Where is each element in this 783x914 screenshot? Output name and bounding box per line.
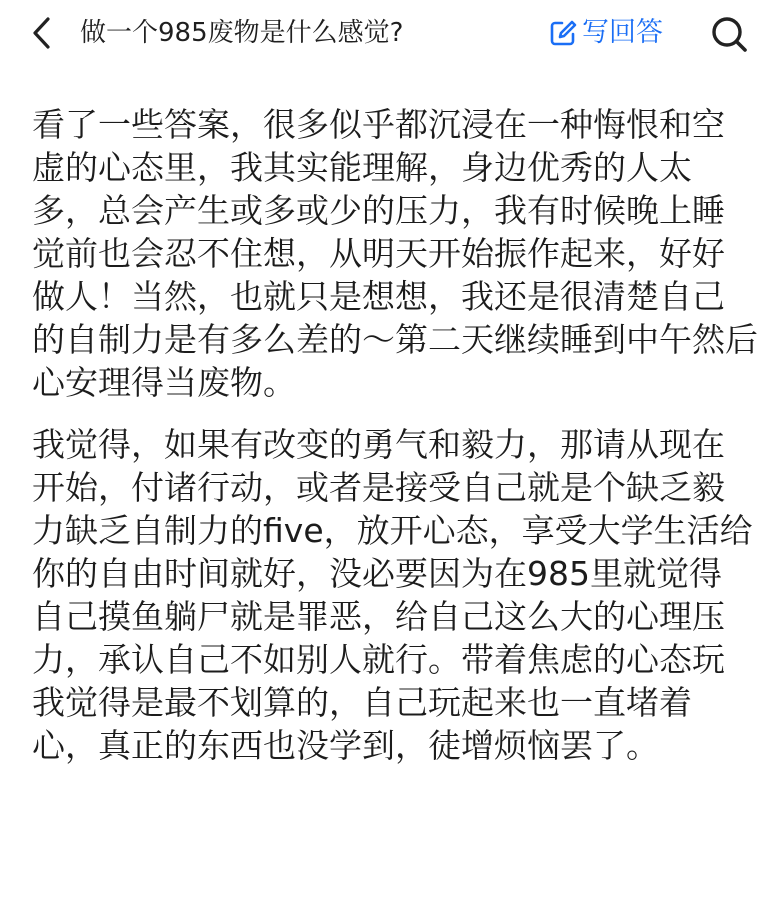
- text-line: 心，真正的东西也没学到，徒增烦恼罢了。: [32, 726, 659, 765]
- text-line: 做人！当然，也就只是想想，我还是很清楚自己: [32, 277, 725, 316]
- text-line: 觉前也会忍不住想，从明天开始振作起来，好好: [32, 234, 725, 273]
- text-line: 我觉得是最不划算的，自己玩起来也一直堵着: [32, 683, 692, 722]
- write-answer-label: 写回答: [582, 17, 663, 48]
- search-button[interactable]: [706, 12, 752, 56]
- search-icon: [709, 14, 749, 54]
- text-line: 开始，付诸行动，或者是接受自己就是个缺乏毅: [32, 468, 725, 507]
- text-line: 自己摸鱼躺尸就是罪恶，给自己这么大的心理压: [32, 597, 725, 636]
- text-line: 我觉得，如果有改变的勇气和毅力，那请从现在: [32, 425, 725, 464]
- write-answer-button[interactable]: [548, 14, 663, 52]
- text-line: 多，总会产生或多或少的压力，我有时候晚上睡: [32, 191, 725, 230]
- answer-paragraph: [32, 103, 756, 404]
- text-line: 力，承认自己不如别人就行。带着焦虑的心态玩: [32, 640, 725, 679]
- chevron-left-icon: [31, 16, 53, 50]
- top-navigation-bar: [0, 0, 783, 66]
- answer-paragraph: [32, 423, 756, 767]
- edit-icon: [548, 18, 578, 48]
- text-line: 你的自由时间就好，没必要因为在985里就觉得: [32, 554, 722, 593]
- back-button[interactable]: [22, 13, 62, 53]
- text-line: 看了一些答案，很多似乎都沉浸在一种悔恨和空: [32, 105, 725, 144]
- text-line: 力缺乏自制力的five，放开心态，享受大学生活给: [32, 511, 753, 550]
- question-title[interactable]: 做一个985废物是什么感觉?: [80, 18, 404, 48]
- text-line: 虚的心态里，我其实能理解，身边优秀的人太: [32, 148, 692, 187]
- answer-content: [32, 103, 756, 767]
- text-line: 的自制力是有多么差的～第二天继续睡到中午然后: [32, 320, 758, 359]
- text-line: 心安理得当废物。: [32, 363, 296, 402]
